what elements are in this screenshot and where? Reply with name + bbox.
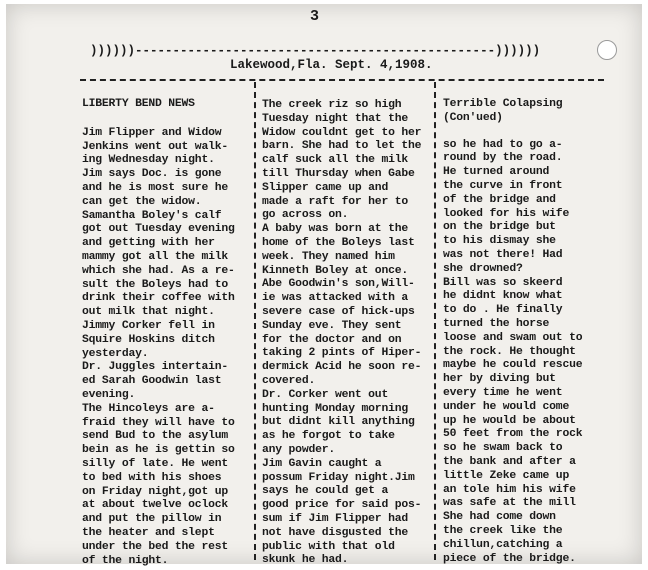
text-line: he didnt know what [443,290,563,303]
column-body [82,127,254,569]
text-line: so he swam back to [443,442,563,455]
text-line: ing Wednesday night. [82,154,215,167]
text-line: Jim Flipper and Widow [82,126,222,139]
text-line: which she had. As a re- [82,264,235,277]
text-line: any powder. [262,443,335,456]
newspaper-page [6,4,642,567]
text-line: under he would come [443,400,570,413]
text-line: as he forgot to take [262,430,395,443]
text-line: looked for his wife [443,207,570,220]
text-line: A baby was born at the [262,223,408,236]
text-line: Sunday eve. They sent [262,319,402,332]
punch-hole [597,40,617,60]
text-line: and he is most sure he [82,181,228,194]
text-line: up he would be about [443,414,576,427]
text-line: dermick Acid he soon re- [262,361,422,374]
text-line: every time he went [443,386,563,399]
text-line: go across on. [262,209,349,222]
column-divider-1 [254,82,256,560]
column-divider-2 [434,82,436,560]
text-line: Samantha Boley's calf [82,209,222,222]
dateline: Lakewood,Fla. Sept. 4,1908. [230,58,433,72]
text-line: to his dismay she [443,235,556,248]
text-line: drink their coffee with [82,292,235,305]
text-line: for the doctor and on [262,333,402,346]
text-line: loose and swam out to [443,331,583,344]
text-line: sum if Jim Flipper had [262,512,408,525]
text-line: and put the pillow in [82,513,222,526]
text-line: good price for said pos- [262,499,422,512]
text-line: not have disgusted the [262,526,408,539]
text-line: Jim says Doc. is gone [82,168,222,181]
text-line: on Friday night,got up [82,485,228,498]
text-line: the bank and after a [443,455,576,468]
text-line: till Thursday when Gabe [262,167,415,180]
text-line: says he could get a [262,485,389,498]
text-line: send Bud to the asylum [82,430,228,443]
text-line: Dr. Corker went out [262,388,389,401]
text-line: Kinneth Boley at once. [262,264,408,277]
text-line: of the night. [82,554,169,567]
text-line: severe case of hick-ups [262,305,415,318]
text-line: little Zeke came up [443,469,570,482]
page-number: 3 [310,8,320,25]
column-middle [262,99,434,568]
column-heading: Terrible Colapsing [443,98,563,110]
text-line: evening. [82,388,136,401]
text-line: at about twelve oclock [82,499,228,512]
text-line: but didnt kill anything [262,416,415,429]
text-line: the creek like the [443,524,563,537]
text-line: was not there! Had [443,248,563,261]
text-line: 50 feet from the rock [443,428,583,441]
text-line: Squire Hoskins ditch [82,333,215,346]
header-divider [80,79,604,81]
text-line: chillun,catching a [443,538,563,551]
text-line: The creek riz so high [262,99,402,111]
column-right [443,98,615,566]
text-line: silly of late. He went [82,457,228,470]
text-line: week. They named him [262,250,395,263]
text-line: Slipper came up and [262,181,389,194]
column-heading: LIBERTY BEND NEWS [82,98,195,110]
text-line: she drowned? [443,262,523,275]
text-line: covered. [262,374,316,387]
text-line: Widow couldnt get to her [262,126,422,139]
text-line: under the bed the rest [82,540,228,553]
text-line: to do . He finally [443,304,563,317]
text-line: to bed with his shoes [82,471,222,484]
text-line: so he had to go a- [443,138,563,151]
text-line: Bill was so skeerd [443,276,563,289]
text-line: the heater and slept [82,526,215,539]
text-line: an tole him his wife [443,483,576,496]
text-line: ie was attacked with a [262,292,408,305]
text-line: piece of the bridge. [443,552,576,565]
text-line: bein as he is gettin so [82,444,235,457]
text-line: hunting Monday morning [262,402,408,415]
text-line: was safe at the mill [443,497,576,510]
text-line: sult the Boleys had to [82,278,228,291]
column-body [443,139,615,567]
masthead-rule: ))))))------------------------------------------------)))))) [90,44,541,58]
text-line: fraid they will have to [82,416,235,429]
text-line: the curve in front [443,179,563,192]
column-subheading: (Con'ued) [443,111,503,124]
text-line: maybe he could rescue [443,359,583,372]
text-line: can get the widow. [82,195,202,208]
text-line: yesterday. [82,347,149,360]
text-line: public with that old [262,540,395,553]
text-line: The Hincoleys are a- [82,402,215,415]
text-line: on the bridge but [443,221,556,234]
text-line: turned the horse [443,317,550,330]
text-line: ed Sarah Goodwin last [82,375,222,388]
text-line: home of the Boleys last [262,236,415,249]
text-line: Jimmy Corker fell in [82,319,215,332]
text-line: possum Friday night.Jim [262,471,415,484]
text-line: calf suck all the milk [262,154,408,167]
text-line: round by the road. [443,152,563,165]
text-line: Jim Gavin caught a [262,457,382,470]
text-line: Tuesday night that the [262,112,408,125]
text-line: Dr. Juggles intertain- [82,361,228,374]
text-line: barn. She had to let the [262,140,422,153]
text-line: taking 2 pints of Hiper- [262,347,422,360]
text-line: She had come down [443,511,556,524]
text-line: Abe Goodwin's son,Will- [262,278,415,291]
text-line: Jenkins went out walk- [82,140,228,153]
text-line: the rock. He thought [443,345,576,358]
text-line: her by diving but [443,373,556,386]
text-line: and getting with her [82,237,215,250]
column-left [82,98,254,568]
column-body [262,99,434,568]
text-line: got out Tuesday evening [82,223,235,236]
text-line: He turned around [443,166,550,179]
text-line: made a raft for her to [262,195,408,208]
text-line: of the bridge and [443,193,556,206]
text-line: out milk that night. [82,306,215,319]
text-line: mammy got all the milk [82,250,228,263]
text-line: skunk he had. [262,554,349,567]
